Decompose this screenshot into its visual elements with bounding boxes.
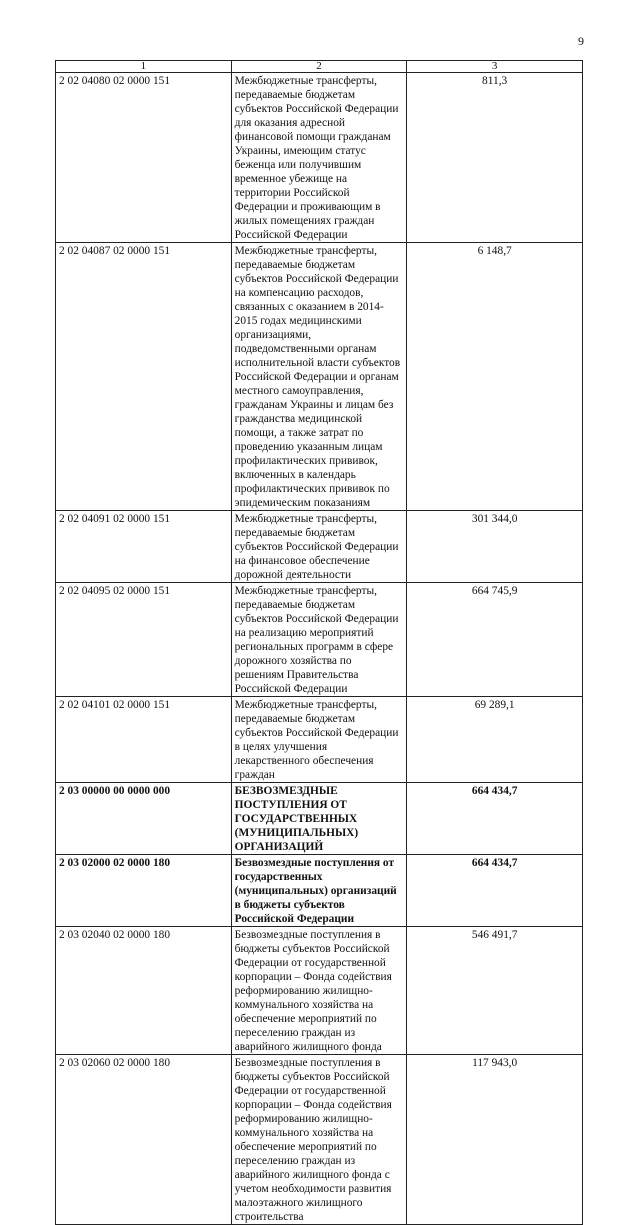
classification-code: 2 02 04087 02 0000 151	[56, 243, 232, 511]
table-header-row	[56, 61, 583, 73]
classification-code: 2 02 04095 02 0000 151	[56, 583, 232, 697]
amount-value: 664 434,7	[407, 783, 583, 855]
page-number: 9	[578, 34, 584, 48]
revenue-name: Безвозмездные поступления в бюджеты субъектов Российской Федерации от государственной корпорации – Фонда содействия реформированию жилищно-коммунального хозяйства на обеспечение мероприятий по переселению граждан из аварийного жилищного фонда	[231, 927, 407, 1055]
amount-value: 69 289,1	[407, 697, 583, 783]
revenue-name: Межбюджетные трансферты, передаваемые бюджетам субъектов Российской Федерации для оказания адресной финансовой помощи гражданам Украины, имеющим статус беженца или получившим временное убежище на территории Российской Федерации и проживающим в жилых помещениях граждан Российской Федерации	[231, 73, 407, 243]
revenue-name: Межбюджетные трансферты, передаваемые бюджетам субъектов Российской Федерации на реализацию мероприятий региональных программ в сфере дорожного хозяйства по решениям Правительства Российской Федерации	[231, 583, 407, 697]
column-header-code: 1	[56, 61, 232, 73]
table-row	[56, 697, 583, 783]
table-row	[56, 1055, 583, 1225]
revenue-name: Межбюджетные трансферты, передаваемые бюджетам субъектов Российской Федерации на финансовое обеспечение дорожной деятельности	[231, 511, 407, 583]
classification-code: 2 03 02000 02 0000 180	[56, 855, 232, 927]
amount-value: 664 745,9	[407, 583, 583, 697]
table-row	[56, 855, 583, 927]
table-row	[56, 783, 583, 855]
table-row	[56, 243, 583, 511]
amount-value: 117 943,0	[407, 1055, 583, 1225]
table-row	[56, 511, 583, 583]
classification-code: 2 03 02040 02 0000 180	[56, 927, 232, 1055]
classification-code: 2 02 04091 02 0000 151	[56, 511, 232, 583]
column-header-amount: 3	[407, 61, 583, 73]
classification-code: 2 02 04080 02 0000 151	[56, 73, 232, 243]
budget-revenue-table	[55, 60, 583, 1225]
amount-value: 546 491,7	[407, 927, 583, 1055]
amount-value: 664 434,7	[407, 855, 583, 927]
amount-value: 811,3	[407, 73, 583, 243]
classification-code: 2 03 02060 02 0000 180	[56, 1055, 232, 1225]
table-row	[56, 73, 583, 243]
revenue-name: Межбюджетные трансферты, передаваемые бюджетам субъектов Российской Федерации на компенсацию расходов, связанных с оказанием в 2014-2015 годах медицинскими организациями, подведомственными органам исполнительной власти субъектов Российской Федерации и органам местного самоуправления, гражданам Украины и лицам без гражданства медицинской помощи, а также затрат по проведению указанным лицам профилактических прививок, включенных в календарь профилактических прививок по эпидемическим показаниям	[231, 243, 407, 511]
column-header-name: 2	[231, 61, 407, 73]
amount-value: 301 344,0	[407, 511, 583, 583]
revenue-name: Безвозмездные поступления от государственных (муниципальных) организаций в бюджеты субъектов Российской Федерации	[231, 855, 407, 927]
classification-code: 2 03 00000 00 0000 000	[56, 783, 232, 855]
classification-code: 2 02 04101 02 0000 151	[56, 697, 232, 783]
amount-value: 6 148,7	[407, 243, 583, 511]
table-row	[56, 927, 583, 1055]
table-row	[56, 583, 583, 697]
revenue-name: БЕЗВОЗМЕЗДНЫЕ ПОСТУПЛЕНИЯ ОТ ГОСУДАРСТВЕННЫХ (МУНИЦИПАЛЬНЫХ) ОРГАНИЗАЦИЙ	[231, 783, 407, 855]
revenue-name: Межбюджетные трансферты, передаваемые бюджетам субъектов Российской Федерации в целях улучшения лекарственного обеспечения граждан	[231, 697, 407, 783]
revenue-name: Безвозмездные поступления в бюджеты субъектов Российской Федерации от государственной корпорации – Фонда содействия реформированию жилищно-коммунального хозяйства на обеспечение мероприятий по переселению граждан из аварийного жилищного фонда с учетом необходимости развития малоэтажного жилищного строительства	[231, 1055, 407, 1225]
